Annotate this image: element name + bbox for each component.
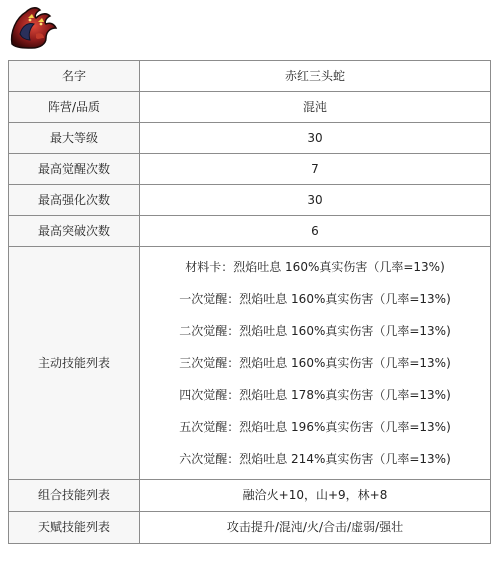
- name-label: 名字: [9, 61, 140, 92]
- row-max-level: [9, 123, 491, 154]
- max-breakthrough-label: 最高突破次数: [9, 216, 140, 247]
- hero-info-table: [8, 60, 491, 544]
- name-value: 赤红三头蛇: [140, 61, 491, 92]
- skill-line: 材料卡：烈焰吐息 160%真实伤害（几率=13%): [185, 260, 445, 274]
- serpent-avatar-icon: [6, 4, 60, 52]
- row-talent-skills: [9, 512, 491, 544]
- skill-line: 一次觉醒：烈焰吐息 160%真实伤害（几率=13%): [179, 292, 451, 306]
- talent-skills-label: 天赋技能列表: [9, 512, 140, 544]
- max-awaken-value: 7: [140, 154, 491, 185]
- combo-skills-label: 组合技能列表: [9, 480, 140, 512]
- skill-line: 四次觉醒：烈焰吐息 178%真实伤害（几率=13%): [179, 388, 451, 402]
- row-combo-skills: [9, 480, 491, 512]
- faction-value: 混沌: [140, 92, 491, 123]
- max-level-value: 30: [140, 123, 491, 154]
- max-enhance-value: 30: [140, 185, 491, 216]
- max-breakthrough-value: 6: [140, 216, 491, 247]
- skill-line: 五次觉醒：烈焰吐息 196%真实伤害（几率=13%): [179, 420, 451, 434]
- max-enhance-label: 最高强化次数: [9, 185, 140, 216]
- skill-line: 六次觉醒：烈焰吐息 214%真实伤害（几率=13%): [179, 452, 451, 466]
- avatar: [6, 4, 60, 52]
- row-max-awaken: [9, 154, 491, 185]
- row-max-breakthrough: [9, 216, 491, 247]
- active-skills-label: 主动技能列表: [9, 247, 140, 480]
- active-skills-list: [140, 247, 491, 480]
- skill-line: 三次觉醒：烈焰吐息 160%真实伤害（几率=13%): [179, 356, 451, 370]
- talent-skills-value: 攻击提升/混沌/火/合击/虚弱/强壮: [140, 512, 491, 544]
- faction-label: 阵营/品质: [9, 92, 140, 123]
- row-max-enhance: [9, 185, 491, 216]
- skill-line: 二次觉醒：烈焰吐息 160%真实伤害（几率=13%): [179, 324, 451, 338]
- max-awaken-label: 最高觉醒次数: [9, 154, 140, 185]
- max-level-label: 最大等级: [9, 123, 140, 154]
- row-name: [9, 61, 491, 92]
- combo-skills-value: 融洽火+10，山+9，林+8: [140, 480, 491, 512]
- row-faction: [9, 92, 491, 123]
- row-active-skills: [9, 247, 491, 480]
